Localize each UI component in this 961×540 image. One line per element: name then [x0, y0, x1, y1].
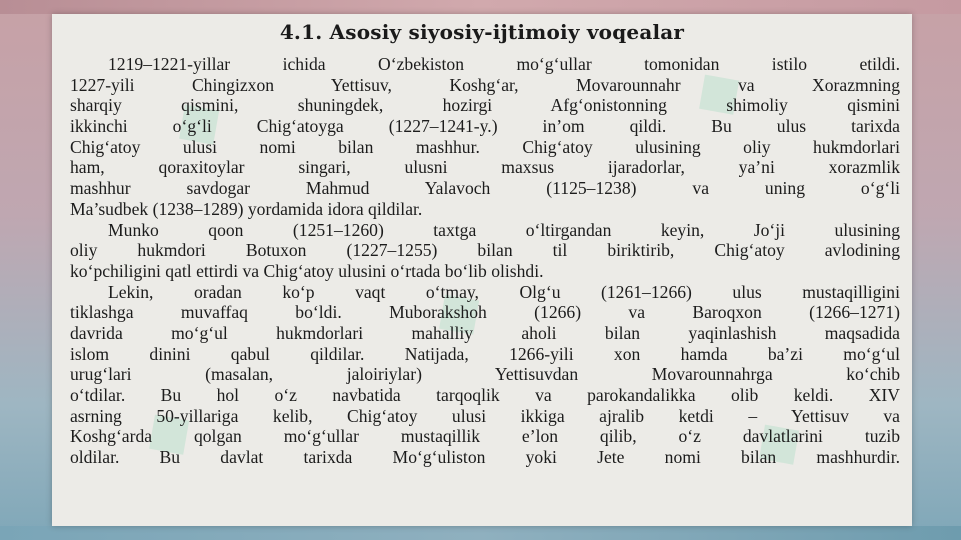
text-line: ikkinchi o‘g‘li Chig‘atoyga (1227–1241-y.) in’om qildi. Bu ulus tarixda: [70, 116, 900, 137]
text-line: ham, qoraxitoylar singari, ulusni maxsus ijaradorlar, ya’ni xorazmlik: [70, 157, 900, 178]
body-text: [70, 54, 900, 468]
text-line: Koshg‘arda qolgan mo‘g‘ullar mustaqillik e’lon qilib, o‘z davlatlarini tuzib: [70, 426, 900, 447]
text-line: Chig‘atoy ulusi nomi bilan mashhur. Chig‘atoy ulusining oliy hukmdorlari: [70, 136, 900, 157]
text-line: Munko qoon (1251–1260) taxtga o‘ltirgandan keyin, Jo‘ji ulusining: [108, 219, 900, 240]
text-line: oliy hukmdori Botuxon (1227–1255) bilan til biriktirib, Chig‘atoy avlodining: [70, 240, 900, 261]
text-line: 1227-yili Chingizxon Yettisuv, Koshg‘ar, Movarounnahr va Xorazmning: [70, 74, 900, 95]
text-line: mashhur savdogar Mahmud Yalavoch (1125–1238) va uning o‘g‘li: [70, 178, 900, 199]
text-line: Ma’sudbek (1238–1289) yordamida idora qildilar.: [70, 198, 423, 219]
text-line: asrning 50-yillariga kelib, Chig‘atoy ulusi ikkiga ajralib ketdi – Yettisuv va: [70, 405, 900, 426]
watermark-mark: ◆: [155, 76, 238, 166]
watermark-mark: ◆: [415, 266, 498, 356]
text-line: davrida mo‘g‘ul hukmdorlari mahalliy aholi bilan yaqinlashish maqsadida: [70, 322, 900, 343]
text-line: o‘tdilar. Bu hol o‘z navbatida tarqoqlik va parokandalikka olib keldi. XIV: [70, 385, 900, 405]
text-line: tiklashga muvaffaq bo‘ldi. Muborakshoh (1266) va Baroqxon (1266–1271): [70, 302, 900, 323]
text-line: 1219–1221-yillar ichida O‘zbekiston mo‘g‘ullar tomonidan istilo etildi.: [108, 54, 900, 74]
section-heading: 4.1. Asosiy siyosiy-ijtimoiy voqealar: [279, 20, 685, 44]
scanned-page: [52, 14, 912, 526]
text-line: urug‘lari (masalan, jaloiriylar) Yettisuvdan Movarounnahrga ko‘chib: [70, 364, 900, 385]
watermark-mark: ◆: [125, 386, 208, 476]
watermark-mark: ◆: [675, 46, 758, 136]
text-line: sharqiy qismini, shuningdek, hozirgi Afg‘onistonning shimoliy qismini: [70, 95, 900, 116]
bottom-border: [0, 526, 961, 540]
text-line: ko‘pchiligini qatl ettirdi va Chig‘atoy ulusini o‘rtada bo‘lib olishdi.: [70, 260, 544, 281]
text-line: Lekin, oradan ko‘p vaqt o‘tmay, Olg‘u (1261–1266) ulus mustaqilligini: [108, 281, 900, 302]
text-line: oldilar. Bu davlat tarixda Mo‘g‘uliston yoki Jete nomi bilan mashhurdir.: [70, 447, 900, 468]
text-line: islom dinini qabul qildilar. Natijada, 1266-yili xon hamda ba’zi mo‘g‘ul: [70, 343, 900, 364]
watermark-mark: ◆: [735, 396, 818, 486]
top-border: [0, 0, 961, 14]
